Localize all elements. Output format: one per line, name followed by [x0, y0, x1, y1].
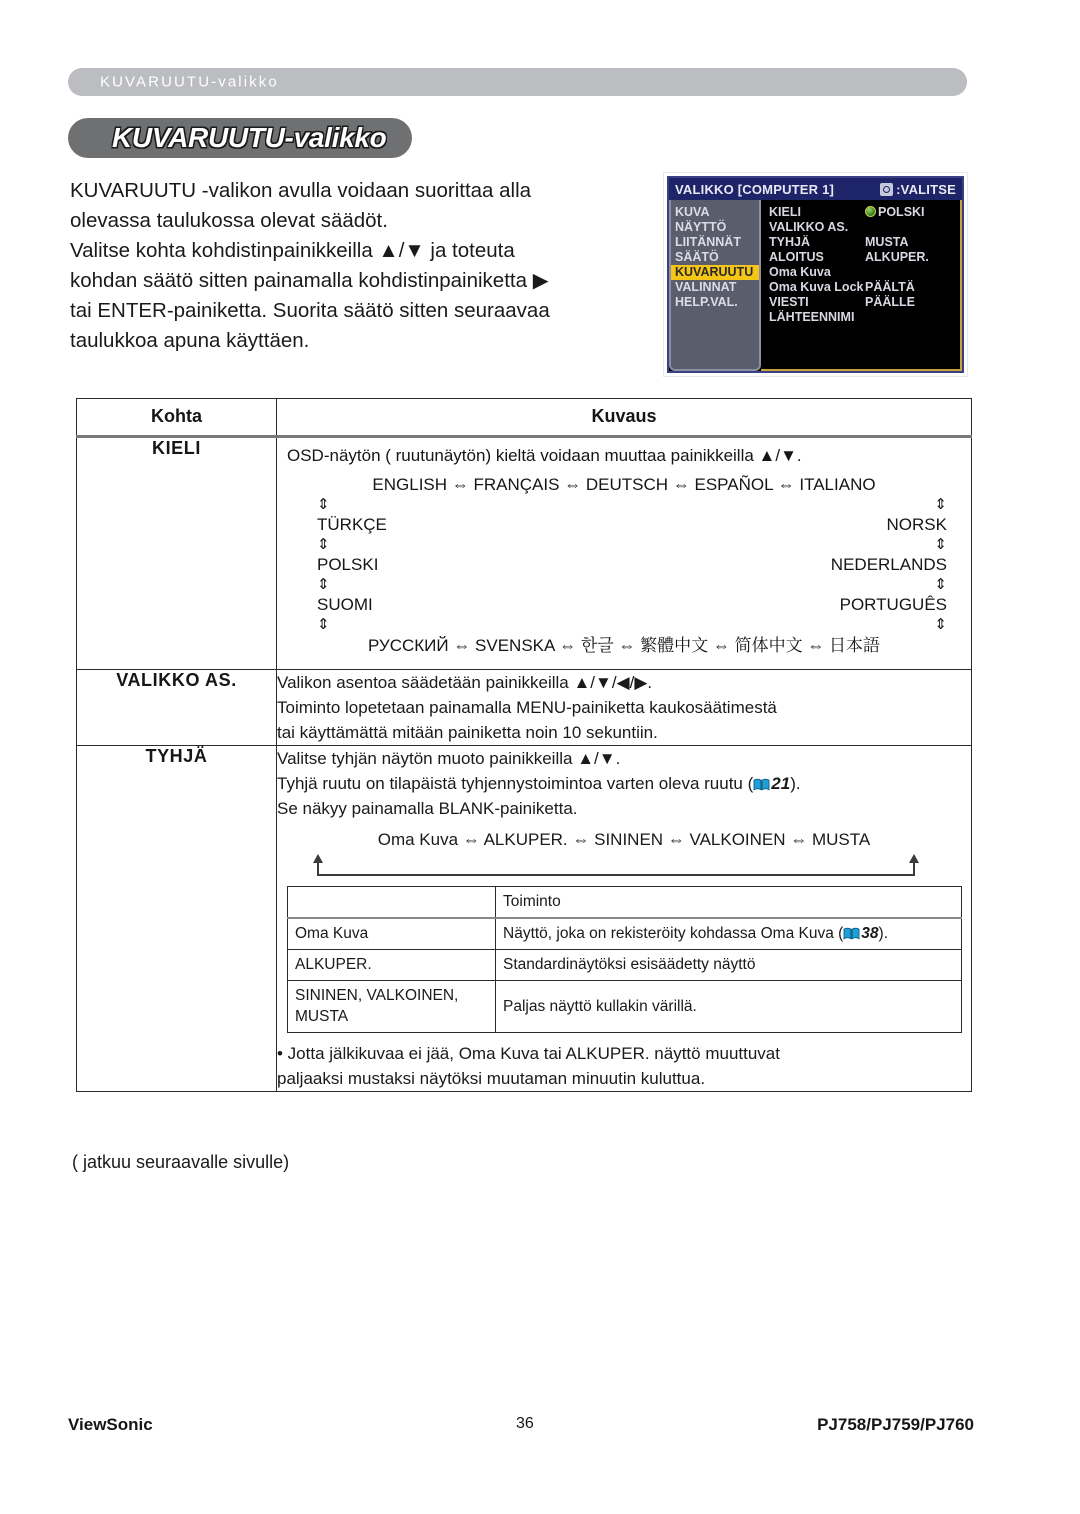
loop-arrowhead-right — [909, 854, 919, 863]
table-row-tyhja — [77, 746, 972, 1092]
osd-left-menu — [669, 200, 761, 371]
osd-frame — [667, 176, 964, 373]
settings-table — [76, 398, 972, 1092]
osd-menu-screenshot — [663, 172, 968, 377]
kieli-left-2: POLSKI — [317, 555, 379, 574]
osd-submenu-row-lahteennimi[interactable] — [769, 310, 954, 325]
valikko-as-line-1: Valikon asentoa säädetään painikkeilla ▲/▼/◀/▶. — [277, 673, 653, 692]
loop-bar — [317, 874, 915, 876]
valikko-as-line-3: tai käyttämättä mitään painiketta noin 10 sekuntiin. — [277, 723, 658, 742]
row-desc-valikko-as — [277, 670, 972, 746]
continued-note: ( jatkuu seuraavalle sivulle) — [72, 1152, 290, 1172]
kieli-left-3: SUOMI — [317, 595, 373, 614]
footer-brand: ViewSonic — [68, 1415, 153, 1434]
kieli-row-last: РУССКИЙ ⇔ SVENSKA ⇔ 한글 ⇔ 繁體中文 ⇔ 简体中文 ⇔ 日本語 — [367, 636, 881, 655]
inner-header-toiminto: Toiminto — [496, 887, 962, 919]
kieli-left-1: TÜRKÇE — [317, 515, 387, 534]
table-header-row — [77, 399, 972, 437]
osd-submenu-row-kieli[interactable] — [769, 205, 954, 220]
osd-submenu-key: LÄHTEENNIMI — [769, 310, 855, 324]
book-page-ref-icon — [843, 927, 860, 940]
osd-title-text: VALIKKO [COMPUTER 1] — [675, 181, 835, 197]
enter-key-icon — [880, 183, 893, 196]
osd-submenu-value: POLSKI — [865, 205, 925, 220]
intro-line-2: olevassa taulukossa olevat säädöt. — [70, 209, 388, 232]
inner-cell-option: SININEN, VALKOINEN, MUSTA — [288, 981, 496, 1033]
osd-menu-item-valinnat[interactable]: VALINNAT — [675, 280, 737, 294]
kieli-arrow-left-2: ⇕ — [317, 536, 330, 553]
osd-submenu — [761, 200, 962, 371]
kieli-right-2: NEDERLANDS — [830, 555, 947, 574]
footer-models: PJ758/PJ759/PJ760 — [817, 1415, 974, 1434]
kieli-right-3: PORTUGUÊS — [839, 595, 947, 614]
intro-line-6: taulukkoa apuna käyttäen. — [70, 329, 310, 352]
osd-menu-item-saato[interactable]: SÄÄTÖ — [675, 250, 719, 264]
row-label-valikko-as: VALIKKO AS. — [77, 670, 277, 746]
row-desc-tyhja — [277, 746, 972, 1092]
intro-paragraph — [70, 176, 650, 356]
kieli-arrow-right-3: ⇕ — [934, 576, 947, 593]
osd-select-hint — [880, 182, 956, 197]
running-header-text: KUVARUUTU-valikko — [100, 73, 279, 91]
osd-submenu-key: ALOITUS — [769, 250, 824, 264]
footer-page-number: 36 — [516, 1415, 534, 1432]
inner-header-blank — [288, 887, 496, 919]
intro-line-3: Valitse kohta kohdistinpainikkeilla ▲/▼ ja toteuta — [70, 239, 515, 262]
table-row-kieli — [77, 437, 972, 670]
kieli-arrow-left-4: ⇕ — [317, 616, 330, 633]
inner-table-row-alkuper — [288, 950, 962, 981]
osd-body — [669, 200, 962, 371]
osd-submenu-key: VALIKKO AS. — [769, 220, 849, 234]
column-header-description: Kuvaus — [277, 399, 972, 437]
osd-submenu-row-tyhja[interactable] — [769, 235, 954, 250]
page-footer — [68, 1415, 974, 1435]
osd-submenu-value: PÄÄLLE — [865, 295, 915, 309]
cycle-loop-arrow — [317, 854, 915, 880]
globe-icon — [865, 206, 876, 217]
tyhja-note-line-2: paljaaksi mustaksi näytöksi muutaman minuutin kuluttua. — [277, 1069, 706, 1088]
tyhja-line-1: Valitse tyhjän näytön muoto painikkeilla ▲/▼. — [277, 749, 621, 768]
osd-submenu-key: Oma Kuva — [769, 265, 831, 279]
osd-submenu-value: ALKUPER. — [865, 250, 929, 264]
osd-submenu-key: TYHJÄ — [769, 235, 810, 249]
osd-titlebar — [669, 178, 962, 200]
row-label-kieli: KIELI — [77, 437, 277, 670]
osd-submenu-row-valikkoas[interactable] — [769, 220, 954, 235]
osd-submenu-row-omakuvalock[interactable] — [769, 280, 954, 295]
osd-submenu-value: PÄÄLTÄ — [865, 280, 915, 294]
inner-cell-function: Näyttö, joka on rekisteröity kohdassa Oma Kuva ( 38). — [496, 918, 962, 950]
table-row-valikko-as — [77, 670, 972, 746]
osd-submenu-key: KIELI — [769, 205, 801, 219]
osd-menu-item-naytto[interactable]: NÄYTTÖ — [675, 220, 727, 234]
osd-menu-item-liitannat[interactable]: LIITÄNNÄT — [675, 235, 741, 249]
row-desc-kieli — [277, 437, 972, 670]
tyhja-line-3: Se näkyy painamalla BLANK-painiketta. — [277, 799, 578, 818]
osd-menu-item-kuvaruutu[interactable]: KUVARUUTU — [671, 265, 759, 280]
inner-cell-option: Oma Kuva — [288, 918, 496, 950]
kieli-arrow-right-4: ⇕ — [934, 616, 947, 633]
loop-arrowhead-left — [313, 854, 323, 863]
kieli-arrow-left-1: ⇕ — [317, 496, 330, 513]
running-header-bar — [68, 68, 967, 96]
intro-line-4: kohdan säätö sitten painamalla kohdistinpainiketta ▶ — [70, 269, 549, 292]
inner-cell-function: Paljas näyttö kullakin värillä. — [496, 981, 962, 1033]
osd-submenu-key: VIESTI — [769, 295, 809, 309]
osd-submenu-row-omakuva[interactable] — [769, 265, 954, 280]
osd-menu-item-helpval[interactable]: HELP.VAL. — [675, 295, 738, 309]
inner-cell-option: ALKUPER. — [288, 950, 496, 981]
kieli-row-1: ENGLISH ⇔ FRANÇAIS ⇔ DEUTSCH ⇔ ESPAÑOL ⇔ ITALIANO — [372, 475, 876, 494]
column-header-item: Kohta — [77, 399, 277, 437]
inner-table-row-colors — [288, 981, 962, 1033]
intro-line-5: tai ENTER-painiketta. Suorita säätö sitten seuraavaa — [70, 299, 550, 322]
intro-line-1: KUVARUUTU -valikon avulla voidaan suorittaa alla — [70, 179, 532, 202]
page-title: KUVARUUTU-valikko — [112, 122, 387, 153]
page-title-pill — [68, 118, 412, 158]
blank-options-table — [287, 886, 962, 1033]
kieli-intro-line: OSD-näytön ( ruutunäytön) kieltä voidaan muuttaa painikkeilla ▲/▼. — [287, 446, 802, 465]
osd-submenu-key: Oma Kuva Lock — [769, 280, 864, 294]
tyhja-note-line-1: • Jotta jälkikuvaa ei jää, Oma Kuva tai ALKUPER. näyttö muuttuvat — [277, 1044, 780, 1063]
osd-select-label: :VALITSE — [896, 181, 956, 197]
inner-table-row-oma-kuva — [288, 918, 962, 950]
tyhja-line-2: Tyhjä ruutu on tilapäistä tyhjennystoimintoa varten oleva ruutu ( 21). — [277, 774, 801, 793]
osd-submenu-row-viesti[interactable] — [769, 295, 954, 310]
inner-cell-function: Standardinäytöksi esisäädetty näyttö — [496, 950, 962, 981]
osd-submenu-value: MUSTA — [865, 235, 909, 249]
osd-menu-item-kuva[interactable]: KUVA — [675, 205, 710, 219]
language-diagram — [277, 438, 971, 669]
osd-submenu-row-aloitus[interactable] — [769, 250, 954, 265]
row-label-tyhja: TYHJÄ — [77, 746, 277, 1092]
kieli-arrow-left-3: ⇕ — [317, 576, 330, 593]
kieli-arrow-right-2: ⇕ — [934, 536, 947, 553]
kieli-right-1: NORSK — [886, 515, 947, 534]
valikko-as-line-2: Toiminto lopetetaan painamalla MENU-painiketta kaukosäätimestä — [277, 698, 777, 717]
book-page-ref-icon — [753, 778, 770, 791]
inner-table-header-row — [288, 887, 962, 919]
tyhja-cycle-line: Oma Kuva ⇔ ALKUPER. ⇔ SININEN ⇔ VALKOINEN ⇔ MUSTA — [377, 830, 871, 849]
kieli-arrow-right-1: ⇕ — [934, 496, 947, 513]
